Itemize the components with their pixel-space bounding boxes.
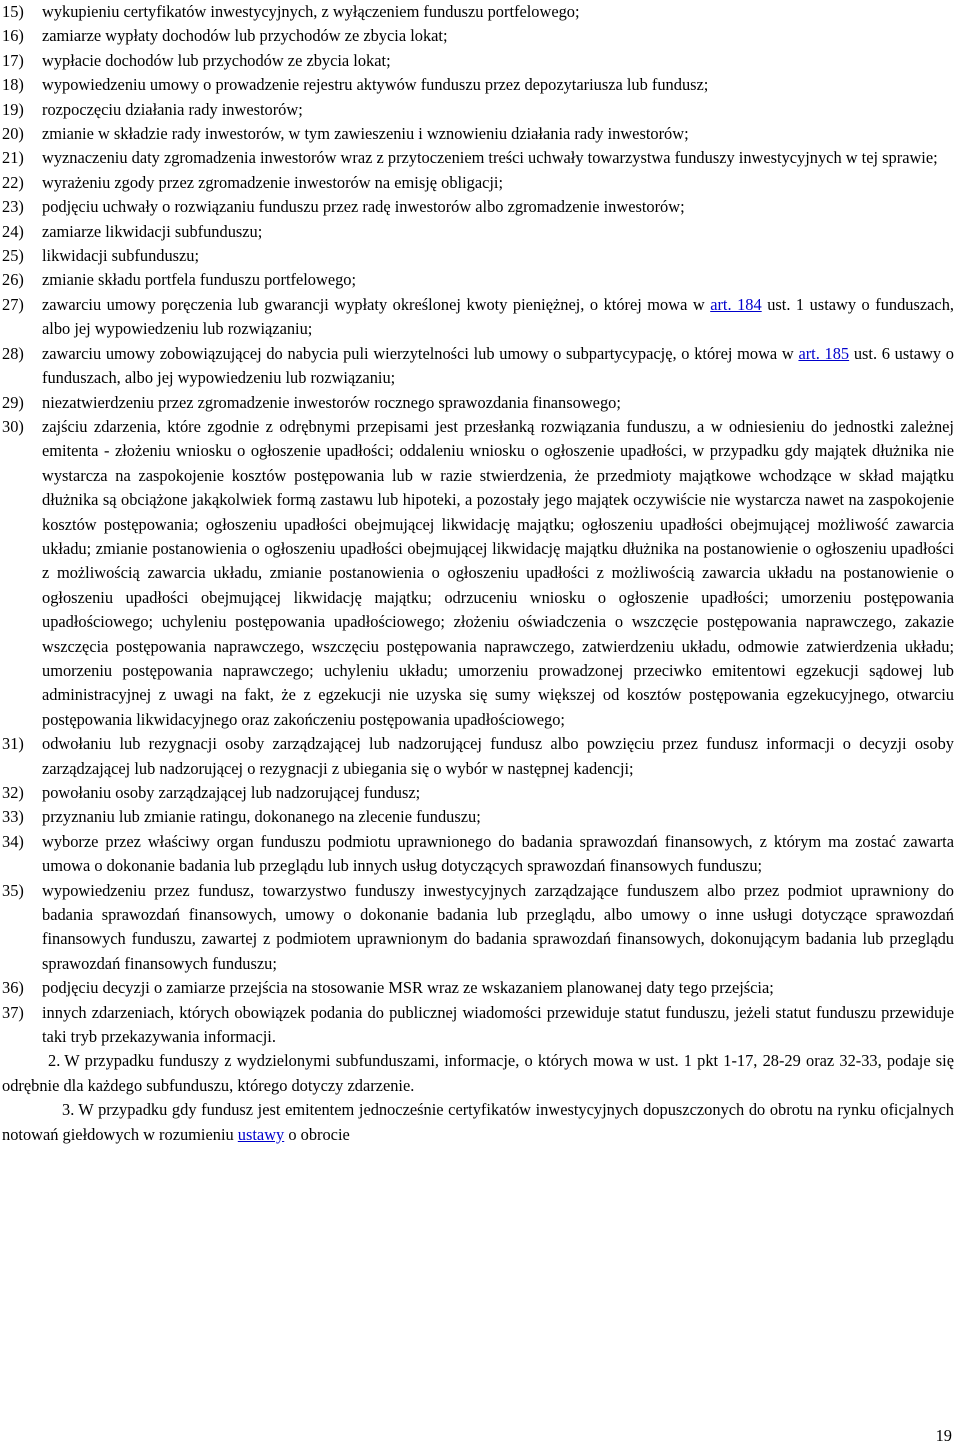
item-text: wykupieniu certyfikatów inwestycyjnych, z wyłączeniem funduszu portfelowego; bbox=[42, 2, 580, 21]
list-item bbox=[2, 342, 954, 391]
item-number: 37) bbox=[2, 1002, 24, 1022]
item-text-before-link: zawarciu umowy zobowiązującej do nabycia puli wierzytelności lub umowy o subpartycypację, o której mowa w bbox=[42, 343, 799, 363]
item-text: zmianie składu portfela funduszu portfelowego; bbox=[42, 270, 357, 290]
item-number: 16) bbox=[2, 26, 24, 46]
item-text: zmianie w składzie rady inwestorów, w tym zawieszeniu i wznowieniu działania rady inwestorów; bbox=[42, 124, 689, 144]
item-text: innych zdarzeniach, których obowiązek podania do publicznej wiadomości przewiduje statut funduszu, jeżeli statut funduszu przewiduje taki tryb przekazywania informacji. bbox=[42, 1002, 954, 1047]
item-number: 26) bbox=[2, 270, 24, 290]
item-number: 33) bbox=[2, 807, 24, 827]
list-item bbox=[2, 781, 954, 805]
list-item bbox=[2, 1001, 954, 1050]
item-text: odwołaniu lub rezygnacji osoby zarządzającej lub nadzorującej fundusz albo powzięciu przez fundusz informacji o decyzji osoby zarządzającej lub nadzorującej o rezygnacji z ubiegania się o wybór w następnej kadencji; bbox=[42, 734, 954, 778]
item-number: 27) bbox=[2, 294, 24, 314]
item-text: niezatwierdzeniu przez zgromadzenie inwestorów rocznego sprawozdania finansowego; bbox=[42, 392, 621, 412]
art-185-link[interactable]: art. 185 bbox=[798, 343, 850, 363]
item-text: wypowiedzeniu przez fundusz, towarzystwo funduszy inwestycyjnych zarządzające funduszem albo przez podmiot uprawniony do badania sprawozdań finansowych, umowy o dokonanie badania lub przeglądu, albo umowy o inne usługi dotyczące sprawozdań finansowych funduszu, zawartej z podmiotem uprawnionym do badania sprawozdań finansowych, dokonującym badania lub przeglądu sprawozdań finansowych funduszu; bbox=[42, 880, 954, 973]
item-number: 31) bbox=[2, 734, 24, 754]
item-text: zamiarze wypłaty dochodów lub przychodów ze zbycia lokat; bbox=[42, 26, 448, 46]
page-number: 19 bbox=[935, 1426, 952, 1445]
item-text: wyznaczeniu daty zgromadzenia inwestorów wraz z przytoczeniem treści uchwały towarzystwa funduszy inwestycyjnych w tej sprawie; bbox=[42, 148, 938, 168]
art-184-link[interactable]: art. 184 bbox=[710, 294, 762, 314]
list-item bbox=[2, 220, 954, 244]
paragraph-text-before-link: W przypadku gdy fundusz jest emitentem jednocześnie certyfikatów inwestycyjnych dopuszczonych do obrotu na rynku oficjalnych notowań giełdowych w rozumieniu bbox=[2, 1100, 954, 1144]
paragraph-3 bbox=[2, 1098, 954, 1147]
list-item bbox=[2, 976, 954, 1000]
item-number: 29) bbox=[2, 392, 24, 412]
item-text-before-link: zawarciu umowy poręczenia lub gwarancji wypłaty określonej kwoty pieniężnej, o której mowa w bbox=[42, 294, 711, 314]
item-text: przyznaniu lub zmianie ratingu, dokonanego na zlecenie funduszu; bbox=[42, 807, 481, 827]
item-text bbox=[42, 293, 954, 342]
item-text: zajściu zdarzenia, które zgodnie z odrębnymi przepisami jest przesłanką rozwiązania funduszu, a w odniesieniu do jednostki zależnej emitenta - złożeniu wniosku o ogłoszenie upadłości; oddaleniu wniosku o ogłoszenie upadłości, w przypadku gdy majątek dłużnika nie wystarcza na zaspokojenie kosztów postępowania lub w razie stwierdzenia, że przedmioty majątkowe wchodzące w skład majątku dłużnika są obciążone jakąkolwiek formą zastawu lub hipoteki, a pozostały jego majątek oczywiście nie wystarcza nawet na zaspokojenie kosztów postępowania; ogłoszeniu upadłości obejmującej likwidację majątku; ogłoszeniu upadłości obejmującej możliwość zawarcia układu; zmianie postanowienia o ogłoszeniu upadłości obejmującej likwidację majątku dłużnika na postanowienie o ogłoszeniu upadłości z możliwością zawarcia układu, zmianie postanowienia o ogłoszeniu upadłości z możliwością zawarcia układu na postanowienie o ogłoszeniu upadłości obejmującej likwidację majątku; odrzuceniu wniosku o ogłoszenie upadłości; umorzeniu postępowania upadłościowego; uchyleniu postępowania upadłościowego; złożeniu oświadczenia o wszczęcie postępowania naprawczego, zakazie wszczęcia postępowania naprawczego, wszczęciu postępowania naprawczego, zatwierdzeniu układu, odmowie zatwierdzenia układu; umorzeniu postępowania naprawczego; uchyleniu układu; umorzeniu prowadzonej przeciwko emitentowi egzekucji sądowej lub administracyjnej z uwagi na fakt, że z egzekucji nie uzyska się sumy większej od kosztów postępowania egzekucyjnego, otwarciu postępowania likwidacyjnego oraz zakończeniu postępowania upadłościowego; bbox=[42, 416, 954, 729]
item-text: powołaniu osoby zarządzającej lub nadzorującej fundusz; bbox=[42, 783, 421, 802]
list-item bbox=[2, 49, 954, 73]
item-number: 30) bbox=[2, 416, 24, 436]
list-item bbox=[2, 805, 954, 829]
item-text: wyrażeniu zgody przez zgromadzenie inwestorów na emisję obligacji; bbox=[42, 172, 504, 192]
item-number: 20) bbox=[2, 124, 24, 144]
item-number: 28) bbox=[2, 343, 24, 363]
item-number: 17) bbox=[2, 50, 24, 70]
list-item bbox=[2, 244, 954, 268]
paragraph-text: W przypadku funduszy z wydzielonymi subfunduszami, informacje, o których mowa w ust. 1 pkt 1-17, 28-29 oraz 32-33, podaje się odrębnie dla każdego subfunduszu, którego dotyczy zdarzenie. bbox=[2, 1051, 954, 1095]
list-item bbox=[2, 195, 954, 219]
item-text-after-link: ust. 6 ustawy o funduszach, albo jej wypowiedzeniu lub rozwiązaniu; bbox=[42, 343, 955, 388]
item-number: 24) bbox=[2, 221, 24, 241]
item-number: 35) bbox=[2, 880, 24, 900]
item-text: rozpoczęciu działania rady inwestorów; bbox=[42, 99, 303, 119]
list-item bbox=[2, 879, 954, 977]
item-number: 19) bbox=[2, 99, 24, 119]
list-item bbox=[2, 24, 954, 48]
ustawy-link[interactable]: ustawy bbox=[237, 1124, 285, 1144]
paragraph-number: 2. bbox=[48, 1051, 61, 1071]
list-item bbox=[2, 73, 954, 97]
item-text: wypłacie dochodów lub przychodów ze zbycia lokat; bbox=[42, 50, 391, 70]
paragraph-text-after-link: o obrocie bbox=[284, 1124, 350, 1144]
list-item bbox=[2, 146, 954, 170]
list-item bbox=[2, 122, 954, 146]
item-number: 15) bbox=[2, 2, 24, 21]
item-text: likwidacji subfunduszu; bbox=[42, 246, 200, 266]
list-item bbox=[2, 0, 954, 24]
list-item bbox=[2, 293, 954, 342]
item-text: wyborze przez właściwy organ funduszu podmiotu uprawnionego do badania sprawozdań finansowych, z którym ma zostać zawarta umowa o dokonanie badania lub przeglądu lub innych usług dotyczących sprawozdań finansowych funduszu; bbox=[42, 831, 954, 876]
item-number: 21) bbox=[2, 148, 24, 168]
list-item bbox=[2, 732, 954, 781]
paragraph-2 bbox=[2, 1049, 954, 1098]
item-text: podjęciu uchwały o rozwiązaniu funduszu przez radę inwestorów albo zgromadzenie inwestorów; bbox=[42, 197, 685, 217]
item-number: 32) bbox=[2, 783, 24, 802]
item-number: 36) bbox=[2, 978, 24, 998]
list-item bbox=[2, 415, 954, 732]
item-number: 25) bbox=[2, 246, 24, 266]
item-text bbox=[42, 342, 954, 391]
item-number: 34) bbox=[2, 831, 24, 851]
list-item bbox=[2, 391, 954, 415]
notification-items-list bbox=[2, 0, 954, 1049]
item-text: wypowiedzeniu umowy o prowadzenie rejestru aktywów funduszu przez depozytariusza lub fundusz; bbox=[42, 75, 709, 95]
paragraph-number: 3. bbox=[62, 1100, 75, 1120]
item-number: 23) bbox=[2, 197, 24, 217]
item-number: 18) bbox=[2, 75, 24, 95]
item-number: 22) bbox=[2, 172, 24, 192]
list-item bbox=[2, 98, 954, 122]
item-text-after-link: ust. 1 ustawy o funduszach, albo jej wypowiedzeniu lub rozwiązaniu; bbox=[42, 294, 954, 339]
list-item bbox=[2, 830, 954, 879]
list-item bbox=[2, 268, 954, 292]
item-text: podjęciu decyzji o zamiarze przejścia na stosowanie MSR wraz ze wskazaniem planowanej daty tego przejścia; bbox=[42, 978, 774, 998]
item-text: zamiarze likwidacji subfunduszu; bbox=[42, 221, 263, 241]
list-item bbox=[2, 171, 954, 195]
